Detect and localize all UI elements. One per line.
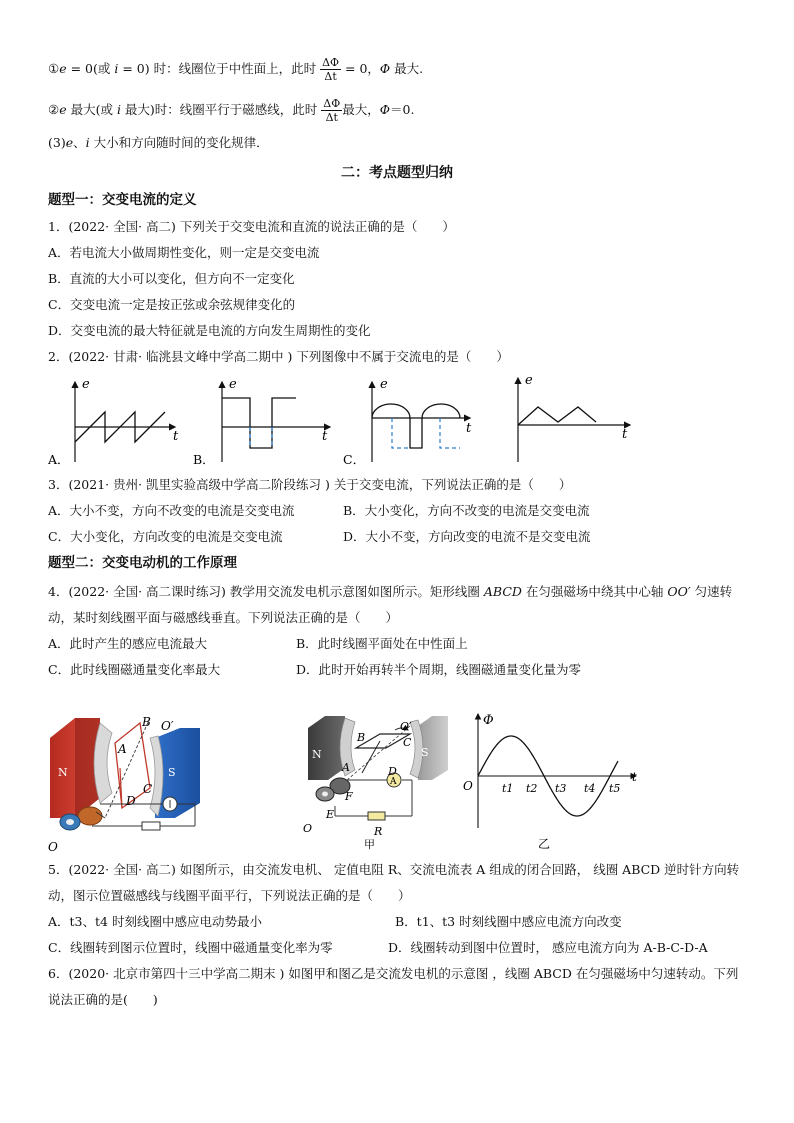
q2-graph-b — [193, 377, 330, 467]
note-2-i: i — [116, 102, 121, 117]
note-2-marker: ② — [48, 102, 60, 117]
note-3-text-a: 、 — [73, 135, 86, 150]
note-2-phi: Φ — [379, 102, 391, 117]
fig3-t-label: t — [632, 770, 637, 784]
q2b-e-label: e — [229, 377, 237, 392]
q2-graphs — [0, 372, 794, 472]
note-1-phi: Φ — [379, 61, 391, 76]
section-title: 二：考点题型归纳 — [341, 165, 453, 181]
q6-stem-line2: 说法正确的是( ) — [48, 992, 158, 1007]
fig3-t4-label: t4 — [584, 782, 596, 795]
q2-graph-a — [47, 377, 179, 467]
fig2-e-label: E — [326, 808, 335, 821]
figure-3-flux-graph — [463, 713, 637, 851]
fig1-op-label: O′ — [161, 719, 174, 733]
q2b-t-label: t — [322, 429, 328, 444]
note-1-marker: ① — [48, 61, 60, 76]
fig1-d-label: D — [126, 794, 136, 808]
fig3-o-label: O — [463, 779, 473, 793]
fig2-f-label: F — [345, 790, 353, 803]
fig3-t2-label: t2 — [526, 782, 538, 795]
q4-stem-c: 匀速转 — [690, 584, 733, 599]
fig2-caption: 甲 — [364, 838, 375, 851]
q1-option-c: C．交变电流一定是按正弦或余弦规律变化的 — [48, 297, 296, 312]
figure-2-generator — [303, 716, 448, 851]
q1-stem: 1．(2022· 全国· 高二) 下列关于交变电流和直流的说法正确的是（ ） — [48, 219, 455, 234]
q2-graph-c — [343, 377, 472, 467]
fig2-op-label: O′ — [400, 720, 412, 733]
fig2-resistor — [368, 812, 385, 820]
note-1-e: e — [59, 61, 67, 76]
fig3-caption: 乙 — [538, 837, 551, 851]
fig3-phi-label: Φ — [483, 713, 494, 728]
note-1 — [48, 56, 423, 83]
note-2-text-d: ＝0. — [390, 102, 415, 117]
q2-stem: 2．(2022· 甘肃· 临洮县文峰中学高二期中 ) 下列图像中不属于交流电的是（ ） — [48, 349, 509, 364]
q3-stem: 3．(2021· 贵州· 凯里实验高级中学高二阶段练习 ) 关于交变电流，下列说法正确的是（ ） — [48, 477, 572, 492]
fig1-n-label: N — [58, 766, 68, 779]
type1-title: 题型一：交变电流的定义 — [48, 192, 197, 208]
fig3-t5-label: t5 — [609, 782, 621, 795]
note-2-frac-num: ΔΦ — [323, 97, 341, 110]
fig1-c-label: C — [143, 782, 153, 796]
q4-coil-label: ABCD — [483, 584, 522, 599]
q5-stem-line1: 5．(2022· 全国· 高二) 如图所示，由交流发电机、 定值电阻 R、交流电流表 A 组成的闭合回路， 线圈 ABCD 逆时针方向转 — [48, 862, 740, 877]
q5-option-c: C．线圈转到图示位置时，线圈中磁通量变化率为零 — [48, 940, 333, 955]
fig2-c-label: C — [403, 736, 412, 749]
q4-stem-a: 4．(2022· 全国· 高二课时练习) 教学用交流发电机示意图如图所示。矩形线圈 — [48, 584, 484, 599]
note-1-frac-num: ΔΦ — [322, 56, 340, 69]
q2c-t-label: t — [466, 421, 472, 436]
fig1-o-label: O — [48, 840, 58, 854]
q1-option-a: A．若电流大小做周期性变化，则一定是交变电流 — [48, 245, 320, 260]
note-1-text-c: = 0， — [341, 61, 380, 76]
fig3-t1-label: t1 — [502, 782, 514, 795]
q3-option-d: D．大小不变，方向改变的电流不是交变电流 — [343, 529, 591, 544]
q2a-t-label: t — [173, 429, 179, 444]
q2d-e-label: e — [525, 373, 533, 388]
fig2-b-label: B — [357, 731, 366, 744]
note-2-frac-den: Δt — [325, 111, 338, 124]
q1-option-d: D．交变电流的最大特征就是电流的方向发生周期性的变化 — [48, 323, 371, 338]
fig2-a-label: A — [342, 761, 350, 774]
q4-option-b: B．此时线圈平面处在中性面上 — [296, 636, 468, 651]
note-1-frac-den: Δt — [324, 70, 337, 83]
note-1-text-a: = 0(或 — [66, 61, 115, 76]
fig1-b-label: B — [142, 715, 151, 729]
note-1-fraction — [320, 56, 341, 83]
q2b-option-label: B． — [193, 452, 215, 467]
fig1-s-label: S — [168, 766, 176, 779]
q3-option-a: A．大小不变，方向不改变的电流是交变电流 — [48, 503, 295, 518]
q2c-e-label: e — [380, 377, 388, 392]
q4-option-c: C．此时线圈磁通量变化率最大 — [48, 662, 221, 677]
q2d-t-label: t — [622, 427, 628, 442]
note-2-text-c: 最大， — [342, 102, 380, 117]
note-3-marker: (3) — [48, 135, 66, 150]
q4-option-d: D．此时开始再转半个周期，线圈磁通量变化量为零 — [296, 662, 582, 677]
note-3-e: e — [65, 135, 74, 150]
figure-1-generator — [48, 715, 200, 854]
note-3-i: i — [85, 135, 90, 150]
fig2-n-label: N — [312, 748, 322, 761]
q4-stem-line2: 动，某时刻线圈平面与磁感线垂直。下列说法正确的是（ ） — [48, 610, 399, 625]
q2a-e-label: e — [82, 377, 90, 392]
q5-option-b: B．t1、t3 时刻线圈中感应电流方向改变 — [395, 914, 622, 929]
note-2-text-a: 最大(或 — [66, 102, 117, 117]
q5-option-a: A．t3、t4 时刻线圈中感应电动势最小 — [48, 914, 262, 929]
generator-figures — [0, 708, 794, 858]
note-2-fraction — [321, 97, 342, 124]
note-1-text-d: 最大. — [390, 61, 424, 76]
note-2-text-b: 最大)时：线圈平行于磁感线，此时 — [120, 102, 318, 117]
q2-graph-d — [518, 373, 630, 462]
q4-axis-label: OO′ — [667, 584, 691, 599]
fig2-s-label: S — [421, 746, 429, 759]
q3-option-c: C．大小变化，方向改变的电流是交变电流 — [48, 529, 283, 544]
fig2-o-label: O — [303, 822, 313, 835]
note-2-e: e — [59, 102, 67, 117]
note-3 — [48, 135, 269, 151]
q6-stem-line1: 6．(2020· 北京市第四十三中学高二期末 ) 如图甲和图乙是交流发电机的示意图 ，线圈 ABCD 在匀强磁场中匀速转动。下列 — [48, 966, 739, 981]
q4-stem-line1 — [48, 584, 732, 600]
fig3-t3-label: t3 — [555, 782, 567, 795]
q3-option-b: B．大小变化，方向不改变的电流是交变电流 — [343, 503, 590, 518]
fig2-r-label: R — [374, 825, 383, 838]
note-1-i: i — [114, 61, 119, 76]
type2-title: 题型二：交变电动机的工作原理 — [48, 555, 237, 571]
q2a-option-label: A． — [48, 452, 70, 467]
fig2-d-label: D — [388, 765, 397, 778]
q4-stem-b: 在匀强磁场中绕其中心轴 — [521, 584, 668, 599]
q2c-option-label: C． — [343, 452, 366, 467]
fig1-a-label: A — [118, 742, 127, 756]
note-3-text-b: 大小和方向随时间的变化规律． — [89, 135, 269, 150]
q1-option-b: B．直流的大小可以变化，但方向不一定变化 — [48, 271, 295, 286]
q5-option-d: D．线圈转动到图中位置时， 感应电流方向为 A-B-C-D-A — [388, 940, 708, 955]
q5-stem-line2: 动，图示位置磁感线与线圈平面平行，下列说法正确的是（ ） — [48, 888, 411, 903]
q4-option-a: A．此时产生的感应电流最大 — [48, 636, 208, 651]
note-2 — [48, 97, 414, 124]
note-1-text-b: = 0) 时：线圈位于中性面上，此时 — [118, 61, 317, 76]
fig2-meter-label: A — [390, 777, 397, 787]
